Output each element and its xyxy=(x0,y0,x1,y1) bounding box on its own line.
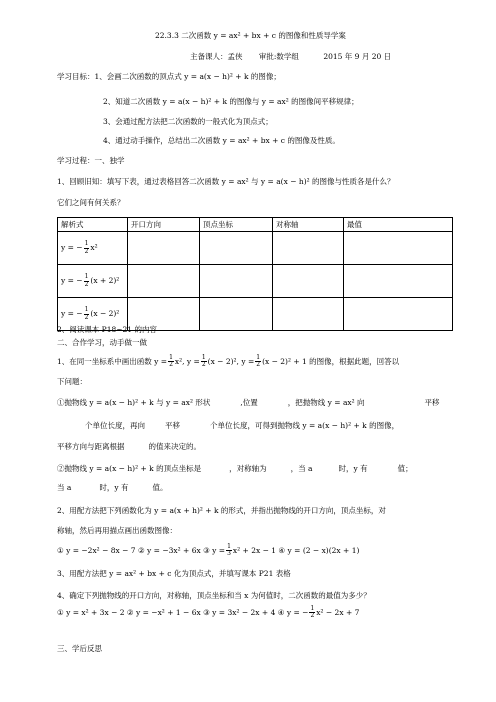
goal-3: 3、会通过配方法把二次函数的一般式化为顶点式； xyxy=(103,117,273,126)
q1-part1-line-2: 个单位长度，再向 平移 个单位长度，可得到抛物线 y = a(x − h)² + k 的图像， xyxy=(85,421,400,430)
process-heading: 学习过程：一、独学 xyxy=(57,156,125,165)
q1-part2-line-1: ②抛物线 y = a(x − h)² + k 的顶点坐标是 ，对称轴为 ，当 a 时，y 有 值； xyxy=(57,464,413,473)
goal-4: 4、通过动手操作，总结出二次函数 y = ax² + bx + c 的图像及性质。 xyxy=(103,136,340,145)
row-expression: y = − $\frac{1}{2}$ (x − 2)² xyxy=(58,298,128,331)
cell-vertex[interactable] xyxy=(200,298,273,331)
cell-vertex[interactable] xyxy=(200,265,273,298)
teacher-name: 主备课人：孟侠 xyxy=(190,52,243,61)
cell-vertex[interactable] xyxy=(200,232,273,265)
fraction: $\frac{1}{2}$ xyxy=(84,306,89,321)
byline xyxy=(190,53,391,61)
header-extremum: 最值 xyxy=(344,218,453,232)
header-axis: 对称轴 xyxy=(273,218,344,232)
q2-line-1: 2、用配方法把下列函数化为 y = a(x + h)² + k 的形式，并指出抛物线的开口方向，顶点坐标，对 xyxy=(57,506,386,515)
q2-functions: ① y = −2x² − 8x − 7 ② y = −3x² + 6x ③ y = $\frac{1}{3}$ x² + 2x − 1 ④ y = (2 − x)(2x + 1) xyxy=(57,543,360,558)
row-expression: y = − $\frac{1}{2}$ x² xyxy=(58,232,128,265)
cell-extremum[interactable] xyxy=(344,232,453,265)
fraction: $\frac{1}{2}$ xyxy=(84,273,89,288)
reading-instruction: 2、阅读课本 P18~21 的内容 xyxy=(57,325,157,334)
cell-axis[interactable] xyxy=(273,298,344,331)
q1-part1-line-3: 平移方向与距离根据 的值来决定的。 xyxy=(57,442,201,451)
q1-line-2: 下问题： xyxy=(57,377,87,386)
reviewer: 审批:数学组 xyxy=(258,52,299,61)
date: 2015 年 9 月 20 日 xyxy=(323,52,392,61)
goals-heading: 学习目标： xyxy=(57,72,95,81)
properties-table xyxy=(57,217,453,331)
q1-line-1: 1、在同一坐标系中画出函数 y = $\frac{1}{2}$ x², y = $\frac{1}{2}$ (x − 2)², y = $\frac{1}{2}$ (x − 2)² + 1 的图像，根据此题，回答以 xyxy=(57,354,400,369)
q1-part1-line-1: ①抛物线 y = a(x − h)² + k 与 y = ax² 形状 ,位置 ，把抛物线 y = ax² 向 平移 xyxy=(57,398,440,407)
fraction: $\frac{1}{2}$ xyxy=(310,605,315,620)
review-line-1: 1、回顾旧知：填写下表，通过表格回答二次函数 y = ax² 与 y = a(x − h)² 的图像与性质各是什么？ xyxy=(57,177,395,186)
q2-line-2: 称轴，然后再用描点画出函数图像： xyxy=(57,526,177,535)
cell-extremum[interactable] xyxy=(344,298,453,331)
goals-line-1 xyxy=(57,73,281,81)
cell-opening[interactable] xyxy=(128,265,200,298)
q4-functions: ① y = x² + 3x − 2 ② y = −x² + 1 − 6x ③ y = 3x² − 2x + 4 ④ y = − $\frac{1}{2}$ x² − 2x + 7 xyxy=(57,605,360,620)
reflection-heading: 三、学后反思 xyxy=(57,644,102,653)
fraction: $\frac{1}{3}$ xyxy=(227,543,231,558)
cell-opening[interactable] xyxy=(128,232,200,265)
table-header-row xyxy=(58,218,453,232)
goal-2: 2、知道二次函数 y = a(x − h)² + k 的图像与 y = ax² 的图像间平移规律； xyxy=(103,97,359,106)
table-row xyxy=(58,232,453,265)
cell-axis[interactable] xyxy=(273,232,344,265)
fraction: $\frac{1}{2}$ xyxy=(256,354,261,369)
cell-extremum[interactable] xyxy=(344,265,453,298)
coop-heading: 二、合作学习，动手做一做 xyxy=(57,338,147,347)
fraction: $\frac{1}{2}$ xyxy=(169,354,173,369)
goal-1: 1、会画二次函数的顶点式 y = a(x − h)² + k 的图像； xyxy=(94,72,281,81)
table-row xyxy=(58,265,453,298)
q3: 3、用配方法把 y = ax² + bx + c 化为顶点式，并填写课本 P21 表格 xyxy=(57,569,291,578)
document-title: 22.3.3 二次函数 y = ax² + bx + c 的图像和性质导学案 xyxy=(155,31,346,40)
fraction: $\frac{1}{2}$ xyxy=(84,240,89,255)
q1-part2-line-2: 当 a 时，y 有 值。 xyxy=(57,483,168,492)
fraction: $\frac{1}{2}$ xyxy=(201,354,206,369)
cell-axis[interactable] xyxy=(273,265,344,298)
review-line-2: 它们之间有何关系？ xyxy=(57,198,125,207)
q4-line-1: 4、确定下列抛物线的开口方向，对称轴，顶点坐标和当 x 为何值时，二次函数的最值为多少？ xyxy=(57,591,371,600)
header-opening: 开口方向 xyxy=(128,218,200,232)
header-vertex: 顶点坐标 xyxy=(200,218,273,232)
header-expression: 解析式 xyxy=(58,218,128,232)
row-expression: y = − $\frac{1}{2}$ (x + 2)² xyxy=(58,265,128,298)
